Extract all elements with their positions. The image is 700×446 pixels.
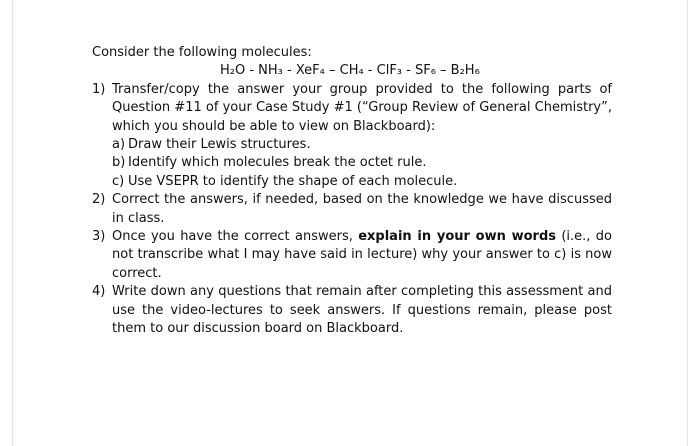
sub-item-letter: b)	[112, 155, 126, 171]
assignment-text	[92, 44, 612, 339]
sub-item-letter: c)	[112, 173, 125, 189]
item-text: Transfer/copy the answer your group provided to the following parts of Question #11 of your Case Study #1 (“Group Review of General Chemistry”, which you should be able to view on Blackboard):	[112, 81, 612, 134]
item-text: Correct the answers, if needed, based on the knowledge we have discussed in class.	[112, 192, 612, 226]
instruction-list	[92, 81, 612, 339]
item-text	[112, 228, 612, 283]
sub-list-item	[112, 154, 612, 172]
sub-list-item	[112, 136, 612, 154]
sub-list	[112, 136, 612, 191]
list-item	[92, 81, 612, 191]
item-text: Write down any questions that remain after completing this assessment and use the video-lectures to seek answers. If questions remain, please post them to our discussion board on Blackboard.	[112, 284, 612, 337]
sub-item-letter: a)	[112, 137, 126, 153]
page-edge-right	[687, 0, 688, 446]
item-text-end: (i.e., do not transcribe what I may have said in lecture) why your answer to c) is now correct.	[112, 229, 612, 281]
list-item	[92, 191, 612, 228]
intro-line: Consider the following molecules:	[92, 45, 312, 60]
list-item	[92, 228, 612, 283]
sub-item-text: Identify which molecules break the octet rule.	[128, 155, 427, 171]
item-number: 3)	[92, 229, 106, 245]
molecule-list: H₂O - NH₃ - XeF₄ – CH₄ - ClF₃ - SF₆ – B₂H₆	[220, 63, 480, 79]
item-number: 4)	[92, 284, 106, 300]
list-item	[92, 283, 612, 338]
sub-item-text: Use VSEPR to identify the shape of each molecule.	[128, 173, 458, 189]
item-text-start: Once you have the correct answers,	[112, 229, 359, 245]
item-number: 2)	[92, 192, 106, 208]
item-number: 1)	[92, 81, 106, 97]
page-edge-left	[12, 0, 13, 446]
sub-item-text: Draw their Lewis structures.	[128, 137, 311, 153]
emphasis-text: explain in your own words	[358, 229, 556, 245]
sub-list-item	[112, 173, 612, 191]
